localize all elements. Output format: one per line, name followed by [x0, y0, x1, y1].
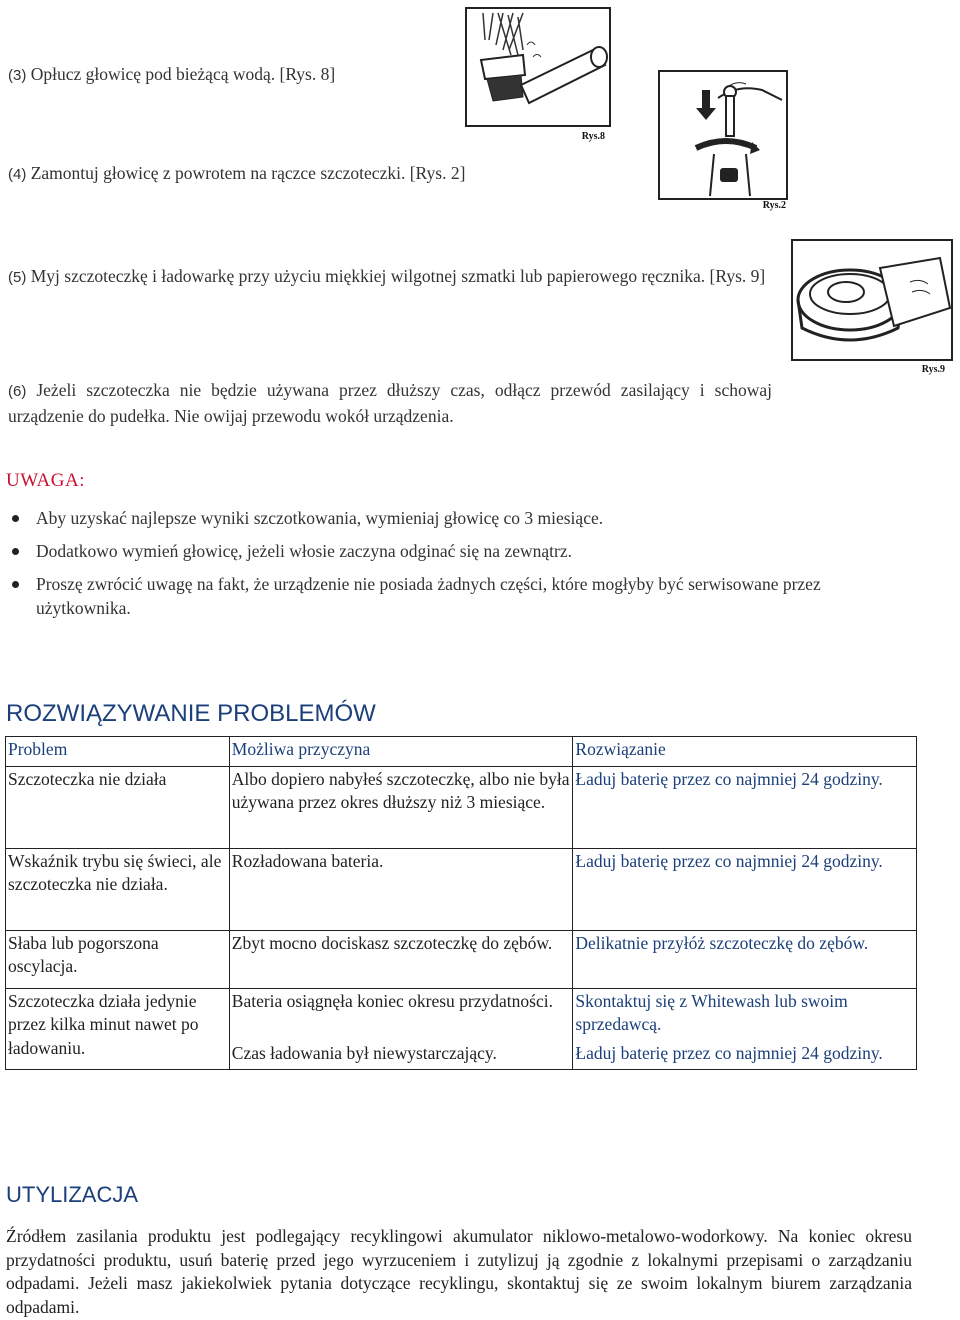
troubleshooting-title: ROZWIĄZYWANIE PROBLEMÓW — [6, 700, 376, 727]
step-text: Jeżeli szczoteczka nie będzie używana przez dłuższy czas, odłącz przewód zasilający i schowaj urządzenie do pudełka. Nie owijaj przewodu wokół urządzenia. — [8, 380, 773, 426]
disposal-title: UTYLIZACJA — [6, 1182, 139, 1207]
step-number: (6) — [8, 383, 27, 400]
figure-rinse-brush-head — [463, 5, 613, 145]
problem-cell: Szczoteczka działa jedynie przez kilka minut nawet po ładowaniu. — [6, 988, 230, 1070]
troubleshooting-table — [5, 736, 917, 1070]
cause-cell: Bateria osiągnęła koniec okresu przydatności. — [229, 988, 573, 1041]
table-row — [6, 848, 917, 930]
step-number: (5) — [8, 269, 27, 286]
warning-item: Dodatkowo wymień głowicę, jeżeli włosie zaczyna odginać się na zewnątrz. — [6, 539, 918, 563]
solution-cell: Ładuj baterię przez co najmniej 24 godziny. — [573, 848, 917, 930]
step-4 — [8, 161, 568, 187]
rinse-illustration — [463, 5, 613, 145]
header-cause: Możliwa przyczyna — [229, 737, 573, 767]
clean-charger-illustration — [790, 238, 955, 364]
warning-item: Proszę zwrócić uwagę na fakt, że urządzenie nie posiada żadnych części, które mogłyby być serwisowane przez użytkownika. — [6, 572, 918, 620]
step-3 — [8, 62, 448, 88]
figure-label: Rys.8 — [581, 131, 605, 142]
solution-cell: Ładuj baterię przez co najmniej 24 godziny. — [573, 766, 917, 848]
warning-item: Aby uzyskać najlepsze wyniki szczotkowania, wymieniaj głowicę co 3 miesiące. — [6, 506, 918, 530]
table-row — [6, 988, 917, 1041]
header-problem: Problem — [6, 737, 230, 767]
step-text: Zamontuj głowicę z powrotem na rączce szczoteczki. [Rys. 2] — [30, 163, 466, 183]
step-6 — [8, 378, 772, 428]
warning-title: UWAGA: — [6, 470, 85, 491]
disposal-text: Źródłem zasilania produktu jest podlegający recyklingowi akumulator niklowo-metalowo-wodorkowy. Na koniec okresu przydatności produktu, usuń baterię przed jego wyrzuceniem i zutylizuj ją zgodnie z lokalnymi przepisami o zarządzaniu odpadami. Jeżeli masz jakiekolwiek pytania dotyczące recyklingu, skontaktuj się ze swoim lokalnym biurem zarządzania odpadami. — [6, 1226, 912, 1317]
problem-cell: Słaba lub pogorszona oscylacja. — [6, 930, 230, 988]
step-text: Myj szczoteczkę i ładowarkę przy użyciu miękkiej wilgotnej szmatki lub papierowego ręcznika. [Rys. 9] — [30, 266, 766, 286]
cause-cell: Czas ładowania był niewystarczający. — [229, 1041, 573, 1070]
solution-cell: Ładuj baterię przez co najmniej 24 godziny. — [573, 1041, 917, 1070]
cause-cell: Albo dopiero nabyłeś szczoteczkę, albo nie była używana przez okres dłuższy niż 3 miesiące. — [229, 766, 573, 848]
table-row — [6, 930, 917, 988]
warning-list — [6, 506, 918, 629]
table-header-row — [6, 737, 917, 767]
cause-cell: Rozładowana bateria. — [229, 848, 573, 930]
figure-clean-charger — [790, 238, 955, 380]
figure-label: Rys.2 — [762, 200, 786, 211]
solution-cell: Skontaktuj się z Whitewash lub swoim sprzedawcą. — [573, 988, 917, 1041]
problem-cell: Wskaźnik trybu się świeci, ale szczoteczka nie działa. — [6, 848, 230, 930]
step-number: (3) — [8, 67, 27, 84]
header-solution: Rozwiązanie — [573, 737, 917, 767]
figure-attach-brush-head — [656, 68, 790, 214]
table-row — [6, 766, 917, 848]
step-text: Opłucz głowicę pod bieżącą wodą. [Rys. 8] — [30, 64, 336, 84]
problem-cell: Szczoteczka nie działa — [6, 766, 230, 848]
attach-illustration — [656, 68, 790, 214]
step-5 — [8, 264, 772, 290]
solution-cell: Delikatnie przyłóż szczoteczkę do zębów. — [573, 930, 917, 988]
step-number: (4) — [8, 166, 27, 183]
cause-cell: Zbyt mocno dociskasz szczoteczkę do zębów. — [229, 930, 573, 988]
figure-label: Rys.9 — [921, 364, 945, 375]
